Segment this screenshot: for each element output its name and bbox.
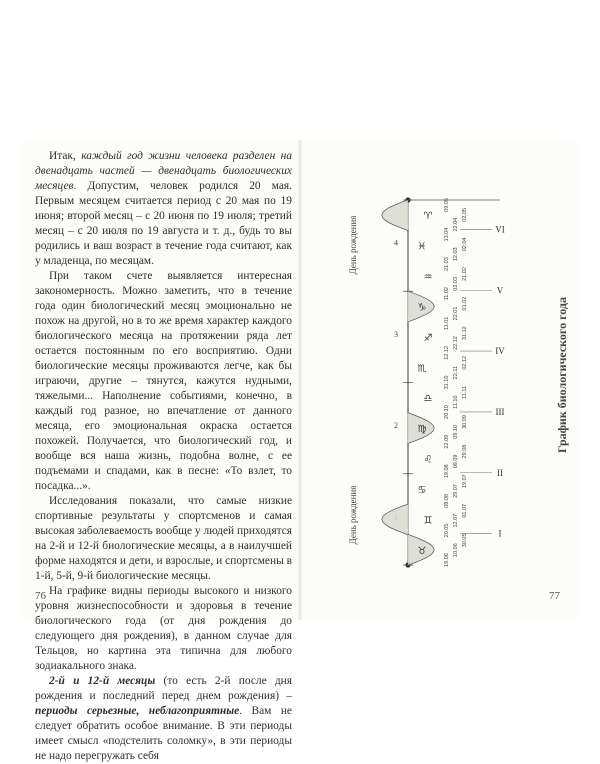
bold-italic-text-run: периоды серьезные, неблагоприятные <box>35 705 240 717</box>
text-run: На графике видны периоды высокого и низкого уровня жизнеспособности и здоровья в течение биологического года (от дня рождения до следующего дня рождения), в данном случае для Тельцов, но картина эта типична для любого зодиакального знака. <box>35 585 292 672</box>
roman-numeral: IV <box>495 346 505 357</box>
biological-year-chart <box>330 160 580 580</box>
zodiac-glyph: ♈ <box>423 211 433 223</box>
roman-numeral: I <box>498 528 502 539</box>
chart-svg <box>330 160 580 580</box>
roman-numeral: II <box>497 467 503 478</box>
quarter-number: 3 <box>394 329 398 339</box>
roman-numeral: VI <box>495 224 505 235</box>
date-label: 30.05 <box>462 533 468 548</box>
birthday-label-top: День рождения <box>348 215 358 275</box>
date-label: 02.12 <box>462 355 468 370</box>
zodiac-glyph: ♑ <box>417 302 427 314</box>
birthday-label-bottom: День рождения <box>348 485 358 545</box>
chart-dynamic-layer <box>382 198 505 567</box>
date-label: 29.07 <box>453 484 459 498</box>
paragraph <box>35 149 292 269</box>
text-run: Исследования показали, что самые низкие спортивные результаты у спортсменов и самая высокая заболеваемость вообще у людей приходятся на 2-й и 12-й биологические месяцы, а в наилучшей форме находятся и дети, и взрослые, и спортсмены в 1-й, 5-й, 9-й биологические месяцы. <box>35 495 292 582</box>
date-label: 20.05 <box>444 523 450 538</box>
date-label: 12.12 <box>444 346 450 360</box>
date-label: 31.12 <box>462 326 468 341</box>
text-run: . Допустим, человек родился 20 мая. Первым месяцем считается период с 20 мая по 19 июня; второй месяц – с 20 июня по 19 июля; третий месяц – с 20 июля по 19 августа и т. д., будь то вы родились и ваш возраст в течение года считают, как у младенца, по месяцам. <box>35 180 292 267</box>
date-label: 12.03 <box>453 247 459 262</box>
text-run: При таком счете выявляется интересная закономерность. Можно заметить, что в течение года один биологический месяц эмоционально не похож на другой, но в то же время характер каждого биологического месяца на протяжении ряда лет остается постоянным по его восприятию. Одни биологические месяцы проживаются легче, как бы играючи, другие – тянутся, кажутся нудными, тяжелыми... Наполнение событиями, конечно, в каждый год разное, но впечатление от данного месяца, его эмоциональная окраска остается похожей. Получается, что биологический год, и вообще вся наша жизнь, подобна волне, с ее подъемами и спадами, как в песне: «То взлет, то посадка...». <box>35 270 292 492</box>
zodiac-glyph: ♒ <box>423 272 433 284</box>
date-label: 21.02 <box>462 267 468 281</box>
left-page-text <box>35 149 292 764</box>
text-run: Итак, <box>49 150 82 162</box>
chart-title: График биологического года <box>555 297 569 453</box>
date-label: 02.03 <box>453 276 459 291</box>
date-label: 02.05 <box>462 207 468 222</box>
date-label: 12.07 <box>453 513 459 528</box>
text-run: (то есть 2-й после дня рождения и последний перед днем рождения) – <box>35 675 292 702</box>
italic-text-run: каждый год жизни человека разделен на двенадцать частей — двенадцать биологических месяцев <box>35 150 292 192</box>
date-label: 13.04 <box>444 227 450 242</box>
date-label: 21.03 <box>444 257 450 272</box>
date-label: 19.06 <box>444 553 450 567</box>
date-label: 22.04 <box>453 217 459 232</box>
zodiac-glyph: ♏ <box>417 363 427 375</box>
date-label: 29.08 <box>462 444 468 459</box>
page-number-left: 76 <box>35 590 46 602</box>
date-label: 10.06 <box>453 543 459 558</box>
date-label: 11.01 <box>444 316 450 330</box>
date-label: 02.04 <box>462 237 468 252</box>
paragraph <box>35 584 292 674</box>
paragraph <box>35 494 292 584</box>
date-label: 11.02 <box>444 287 450 301</box>
roman-numeral: V <box>496 285 504 296</box>
zodiac-glyph: ♉ <box>417 545 427 557</box>
quarter-number: 4 <box>394 238 398 248</box>
date-label: 09.10 <box>453 424 459 439</box>
zodiac-glyph: ♎ <box>423 393 433 405</box>
date-label: 11.10 <box>453 395 459 409</box>
zodiac-glyph: ♌ <box>423 454 433 466</box>
date-label: 09.09 <box>453 454 459 469</box>
date-label: 19.08 <box>444 464 450 479</box>
date-label: 22.09 <box>444 434 450 449</box>
date-label: 01.02 <box>462 296 468 311</box>
paragraph <box>35 269 292 494</box>
paragraph <box>35 674 292 764</box>
date-label: 09.05 <box>444 198 450 212</box>
quarter-number: 2 <box>394 421 398 431</box>
date-label: 22.01 <box>453 306 459 321</box>
date-label: 19.07 <box>462 474 468 489</box>
book-gutter <box>298 140 302 620</box>
text-run: . Вам не следует обратить особое внимание. В эти периоды имеет смысл «подстелить соломку», в эти периоды не надо перегружать себя <box>35 705 292 762</box>
zodiac-glyph: ♓ <box>417 241 427 253</box>
date-label: 11.11 <box>462 385 468 399</box>
zodiac-glyph: ♊ <box>423 515 433 527</box>
date-label: 22.11 <box>453 365 459 380</box>
date-label: 08.08 <box>444 493 450 508</box>
date-label: 31.10 <box>444 375 450 390</box>
zodiac-glyph: ♐ <box>423 332 433 344</box>
date-label: 01.07 <box>462 503 468 518</box>
bold-italic-text-run: 2-й и 12-й месяцы <box>49 675 156 687</box>
zodiac-glyph: ♍ <box>417 424 427 436</box>
date-label: 22.12 <box>453 336 459 350</box>
page-number-right: 77 <box>549 590 560 602</box>
date-label: 30.09 <box>462 415 468 429</box>
roman-numeral: III <box>495 406 505 417</box>
zodiac-glyph: ♋ <box>417 484 427 496</box>
date-label: 20.10 <box>444 405 450 419</box>
